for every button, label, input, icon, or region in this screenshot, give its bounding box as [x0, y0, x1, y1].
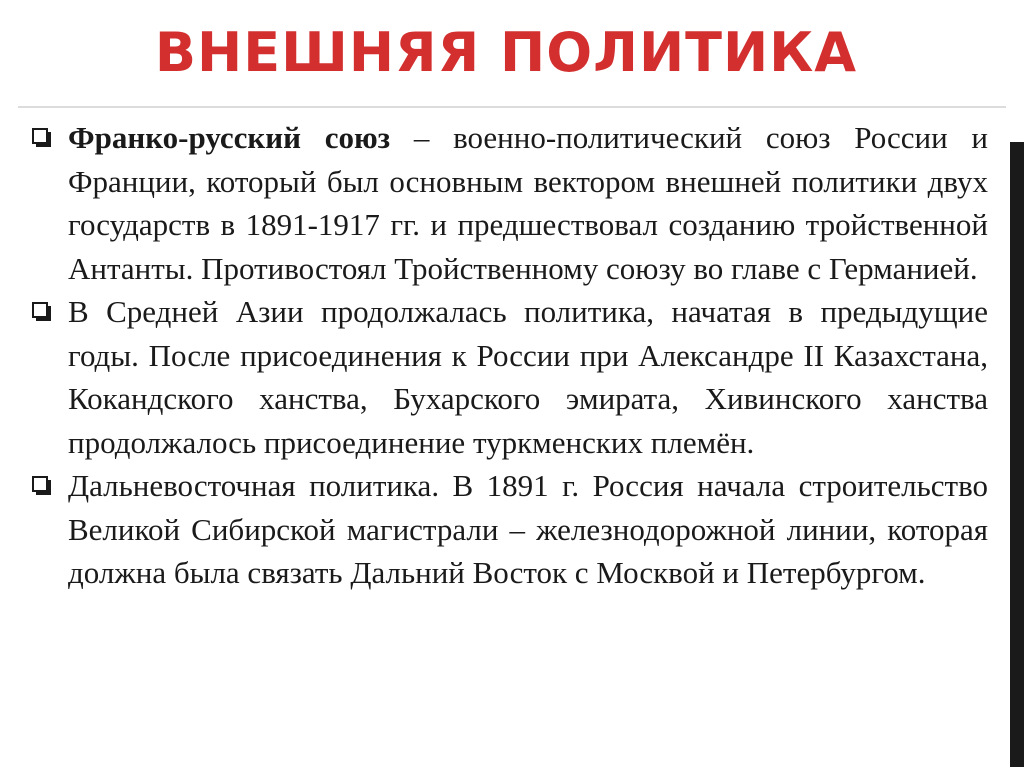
bullet-text: Дальневосточная политика. В 1891 г. Россия начала строительство Великой Сибирской магистрали – железнодорожной линии, которая должна была связать Дальний Восток с Москвой и Петербургом.: [68, 468, 988, 590]
bullet-text: В Средней Азии продолжалась политика, начатая в предыдущие годы. После присоединения к России при Александре II Казахстана, Кокандского ханства, Бухарского эмирата, Хивинского ханства продолжалось присоединение туркменских племён.: [68, 294, 988, 460]
slide-title: ВНЕШНЯЯ ПОЛИТИКА: [154, 21, 858, 84]
bullet-term: Франко-русский союз: [68, 120, 391, 155]
bullet-item-far-east: [30, 464, 988, 595]
bullet-item-franco-russian-alliance: [30, 116, 988, 290]
checkbox-icon: [32, 128, 48, 144]
decorative-side-bar: [1010, 142, 1024, 767]
checkbox-icon: [32, 302, 48, 318]
bullet-text: – военно-политический союз России и Франции, который был основным вектором внешней политики двух государств в 1891-1917 гг. и предшествовал созданию тройственной Антанты. Противостоял Тройственному союзу во главе с Германией.: [68, 120, 989, 286]
bullet-item-central-asia: [30, 290, 988, 464]
checkbox-icon: [32, 476, 48, 492]
bullet-list: [30, 116, 988, 595]
title-divider: [18, 106, 1006, 108]
